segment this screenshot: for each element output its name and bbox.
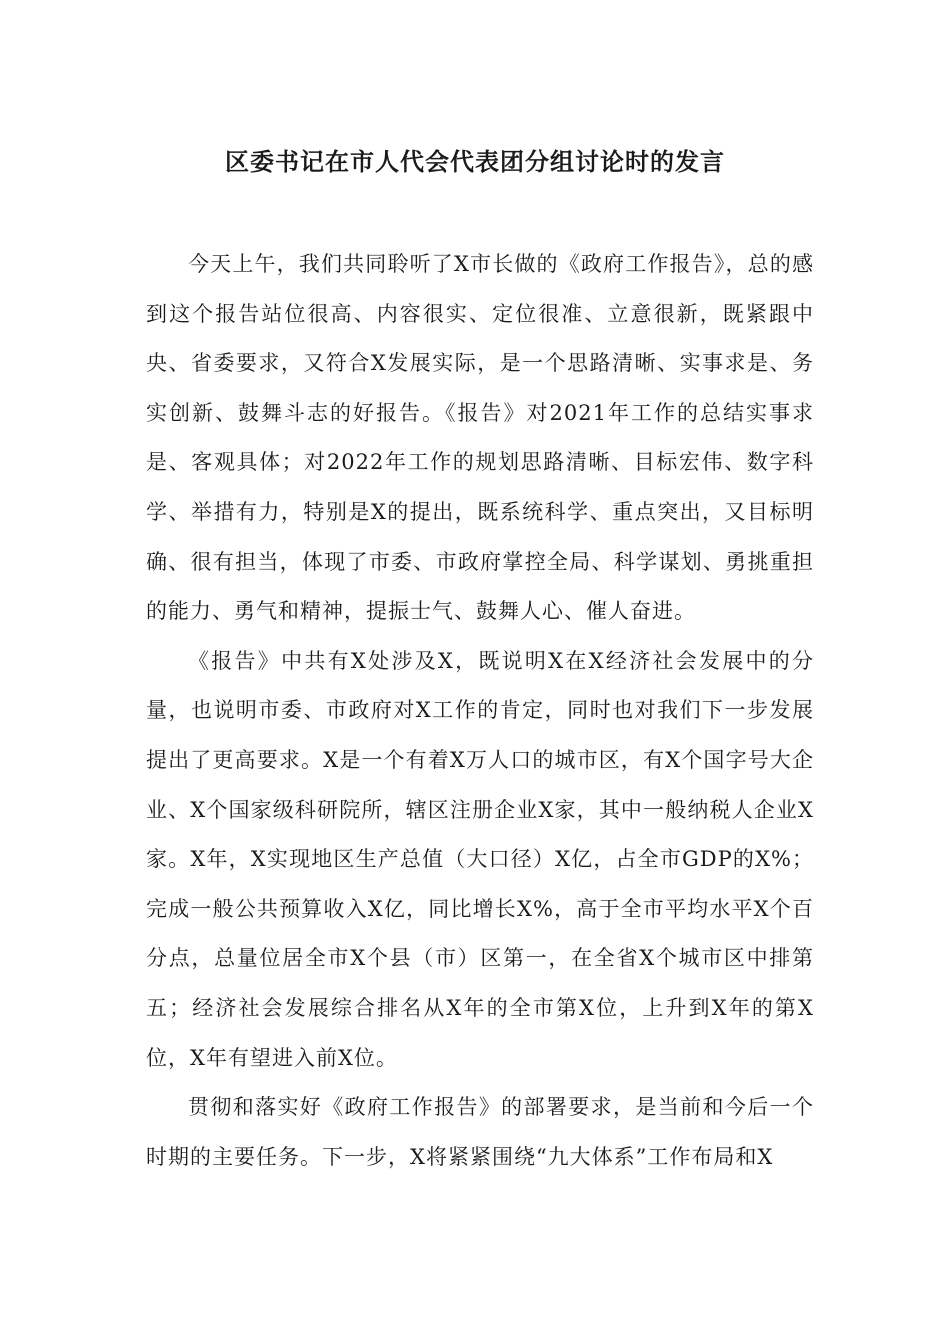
paragraph-3: 贯彻和落实好《政府工作报告》的部署要求，是当前和今后一个时期的主要任务。下一步，X将紧紧围绕“九大体系”工作布局和X (146, 1095, 814, 1169)
document-body (146, 240, 814, 1182)
paragraph-2: 《报告》中共有X处涉及X，既说明X在X经济社会发展中的分量，也说明市委、市政府对X工作的肯定，同时也对我们下一步发展提出了更高要求。X是一个有着X万人口的城市区，有X个国字号大企业、X个国家级科研院所，辖区注册企业X家，其中一般纳税人企业X家。X年，X实现地区生产总值（大口径）X亿，占全市GDP的X%；完成一般公共预算收入X亿，同比增长X%，高于全市平均水平X个百分点，总量位居全市X个县（市）区第一，在全省X个城市区中排第五；经济社会发展综合排名从X年的全市第X位，上升到X年的第X位，X年有望进入前X位。 (146, 648, 814, 1070)
document-title: 区委书记在市人代会代表团分组讨论时的发言 (225, 147, 725, 176)
paragraph-1: 今天上午，我们共同聆听了X市长做的《政府工作报告》，总的感到这个报告站位很高、内容很实、定位很准、立意很新，既紧跟中央、省委要求，又符合X发展实际，是一个思路清晰、实事求是、务实创新、鼓舞斗志的好报告。《报告》对2021年工作的总结实事求是、客观具体；对2022年工作的规划思路清晰、目标宏伟、数字科学、举措有力，特别是X的提出，既系统科学、重点突出，又目标明确、很有担当，体现了市委、市政府掌控全局、科学谋划、勇挑重担的能力、勇气和精神，提振士气、鼓舞人心、催人奋进。 (146, 252, 814, 624)
